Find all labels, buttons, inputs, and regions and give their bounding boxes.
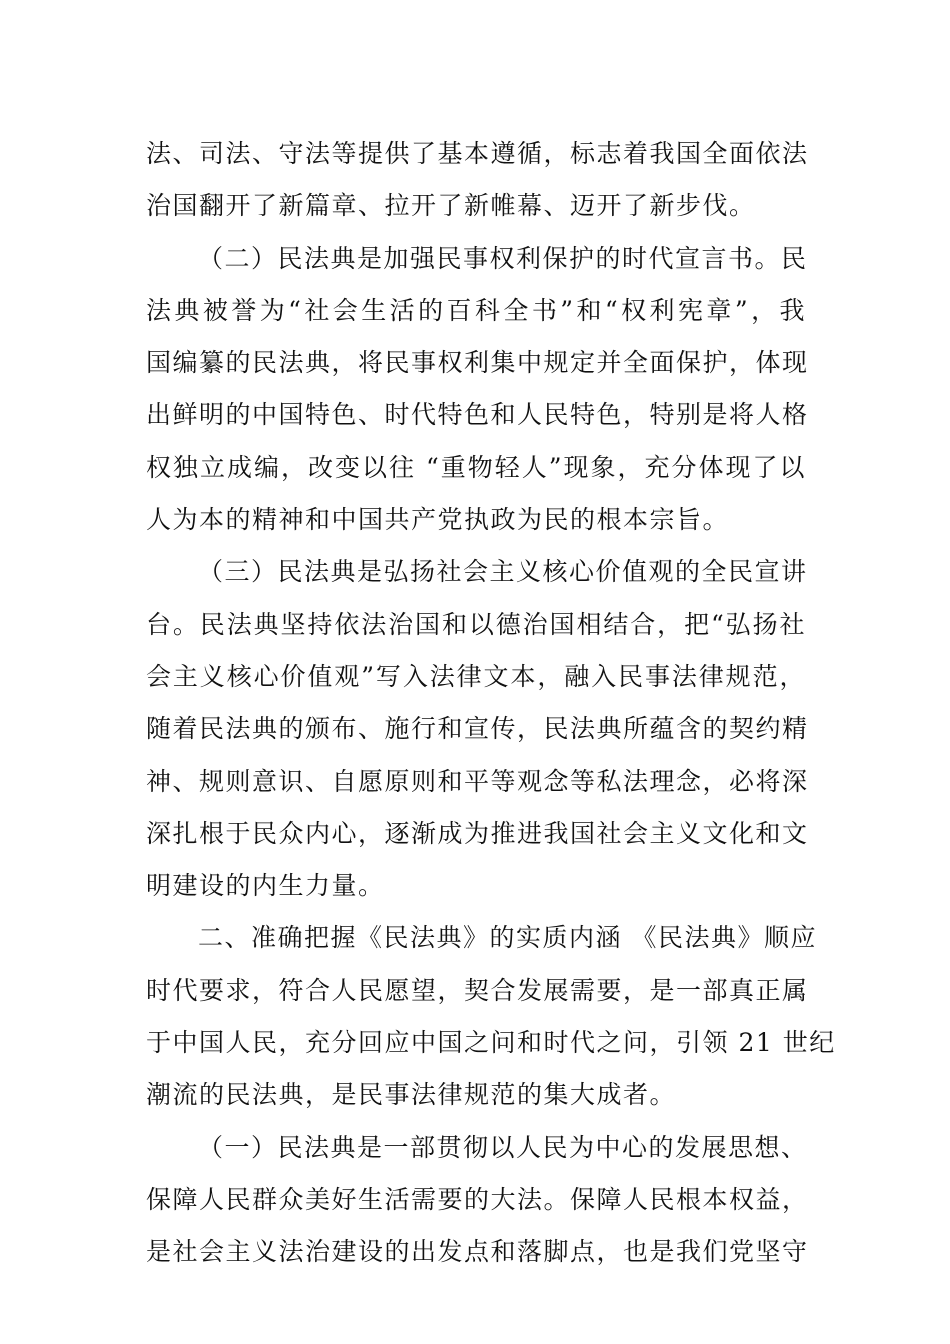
text-line: 明建设的内生力量。 [146,871,385,901]
text-line: 会主义核心价值观”写入法律文本，融入民事法律规范， [146,661,806,691]
document-body [146,128,836,1279]
text-line: （三）民法典是弘扬社会主义核心价值观的全民宣讲 [198,557,808,587]
text-line: 法典被誉为“社会生活的百科全书”和“权利宪章”，我 [146,295,806,325]
text-line: 是社会主义法治建设的出发点和落脚点，也是我们党坚守 [146,1237,809,1267]
text-line: 台。民法典坚持依法治国和以德治国相结合，把“弘扬社 [146,609,806,639]
text-line: 神、规则意识、自愿原则和平等观念等私法理念，必将深 [146,766,809,796]
text-line: 于中国人民，充分回应中国之问和时代之问，引领 21 世纪 [146,1028,836,1058]
text-line: 保障人民群众美好生活需要的大法。保障人民根本权益， [146,1184,809,1214]
text-line: 治国翻开了新篇章、拉开了新帷幕、迈开了新步伐。 [146,191,756,221]
text-line: 随着民法典的颁布、施行和宣传，民法典所蕴含的契约精 [146,714,809,744]
text-line: 深扎根于民众内心，逐渐成为推进我国社会主义文化和文 [146,818,809,848]
text-line: 时代要求，符合人民愿望，契合发展需要，是一部真正属 [146,975,809,1005]
text-line: （二）民法典是加强民事权利保护的时代宣言书。民 [198,243,808,273]
text-line: （一）民法典是一部贯彻以人民为中心的发展思想、 [198,1132,808,1162]
text-line: 出鲜明的中国特色、时代特色和人民特色，特别是将人格 [146,400,809,430]
text-line: 潮流的民法典，是民事法律规范的集大成者。 [146,1080,677,1110]
text-line: 人为本的精神和中国共产党执政为民的根本宗旨。 [146,505,730,535]
section-heading-line: 二、准确把握《民法典》的实质内涵 《民法典》顺应 [198,923,817,953]
text-line: 法、司法、守法等提供了基本遵循，标志着我国全面依法 [146,139,809,168]
text-line: 权独立成编，改变以往 “重物轻人”现象，充分体现了以 [146,452,806,482]
text-line: 国编纂的民法典，将民事权利集中规定并全面保护，体现 [146,348,809,378]
